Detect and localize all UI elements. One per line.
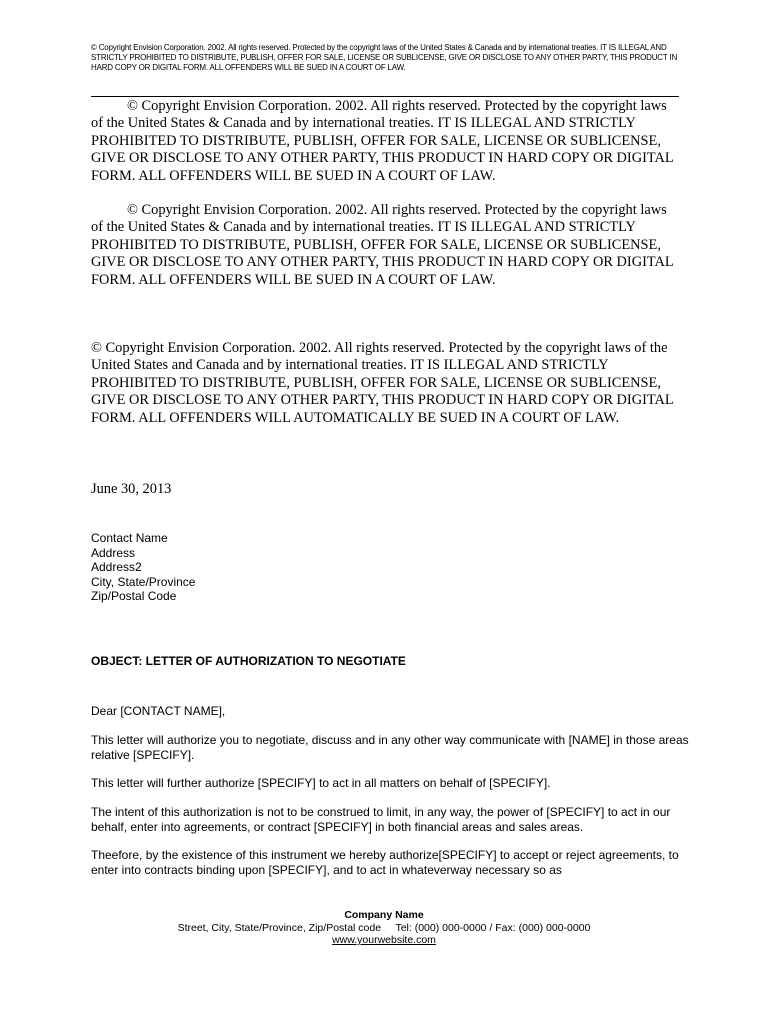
copyright-paragraph-3: © Copyright Envision Corporation. 2002. All rights reserved. Protected by the copyright laws of the United States and Canada and by international treaties. IT IS ILLEGAL AND STRICTLY PROHIBITED TO DISTRIBUTE, PUBLISH, OFFER FOR SALE, LICENSE OR SUBLICENSE, GIVE OR DISCLOSE TO ANY OTHER PARTY, THIS PRODUCT IN HARD COPY OR DIGITAL FORM. ALL OFFENDERS WILL AUTOMATICALLY BE SUED IN A COURT OF LAW. bbox=[91, 340, 674, 426]
footer-contact-line: Street, City, State/Province, Zip/Postal code Tel: (000) 000-0000 / Fax: (000) 000-0000 bbox=[177, 921, 591, 934]
copyright-paragraph-1 bbox=[91, 98, 681, 185]
letter-subject: OBJECT: LETTER OF AUTHORIZATION TO NEGOTIATE bbox=[91, 654, 406, 668]
letter-paragraph-4: Theefore, by the existence of this instrument we hereby authorize[SPECIFY] to accept or reject agreements, to enter into contracts binding upon [SPECIFY], and to act in whateverway necessary so as bbox=[91, 848, 679, 877]
address-line-postal-code: Zip/Postal Code bbox=[91, 589, 177, 603]
address-line-address2: Address2 bbox=[91, 560, 142, 574]
header-divider bbox=[91, 96, 679, 97]
copyright-paragraph-2 bbox=[91, 202, 681, 289]
footer-company-name: Company Name bbox=[344, 909, 424, 921]
copyright-paragraph-1-text: © Copyright Envision Corporation. 2002. All rights reserved. Protected by the copyright laws of the United States & Canada and by international treaties. IT IS ILLEGAL AND STRICTLY PROHIBITED TO DISTRIBUTE, PUBLISH, OFFER FOR SALE, LICENSE OR SUBLICENSE, GIVE OR DISCLOSE TO ANY OTHER PARTY, THIS PRODUCT IN HARD COPY OR DIGITAL FORM. ALL OFFENDERS WILL BE SUED IN A COURT OF LAW. bbox=[91, 98, 674, 184]
address-line-city-state: City, State/Province bbox=[91, 574, 196, 589]
address-line-contact-name: Contact Name bbox=[91, 531, 168, 545]
letter-date: June 30, 2013 bbox=[91, 481, 172, 497]
copyright-paragraph-2-text: © Copyright Envision Corporation. 2002. All rights reserved. Protected by the copyright laws of the United States & Canada and by international treaties. IT IS ILLEGAL AND STRICTLY PROHIBITED TO DISTRIBUTE, PUBLISH, OFFER FOR SALE, LICENSE OR SUBLICENSE, GIVE OR DISCLOSE TO ANY OTHER PARTY, THIS PRODUCT IN HARD COPY OR DIGITAL FORM. ALL OFFENDERS WILL BE SUED IN A COURT OF LAW. bbox=[91, 202, 674, 288]
footer-website-link[interactable]: www.yourwebsite.com bbox=[332, 934, 436, 946]
letter-paragraph-3: The intent of this authorization is not to be construed to limit, in any way, the power of [SPECIFY] to act in our behalf, enter into agreements, or contract [SPECIFY] in both financial areas and sales areas. bbox=[91, 805, 671, 834]
address-line-address: Address bbox=[91, 545, 136, 560]
page-footer bbox=[0, 909, 768, 947]
letter-greeting: Dear [CONTACT NAME], bbox=[91, 704, 226, 718]
letter-paragraph-2: This letter will further authorize [SPECIFY] to act in all matters on behalf of [SPECIFY]. bbox=[91, 776, 551, 790]
recipient-address-block bbox=[91, 531, 195, 604]
header-copyright-notice: © Copyright Envision Corporation. 2002. All rights reserved. Protected by the copyright laws of the United States & Canada and by international treaties. IT IS ILLEGAL AND STRICTLY PROHIBITED TO DISTRIBUTE, PUBLISH, OFFER FOR SALE, LICENSE OR SUBLICENSE, GIVE OR DISCLOSE TO ANY OTHER PARTY, THIS PRODUCT IN HARD COPY OR DIGITAL FORM. ALL OFFENDERS WILL BE SUED IN A COURT OF LAW. bbox=[91, 43, 678, 72]
letter-paragraph-1: This letter will authorize you to negotiate, discuss and in any other way communicate with [NAME] in those areas relative [SPECIFY]. bbox=[91, 733, 689, 762]
